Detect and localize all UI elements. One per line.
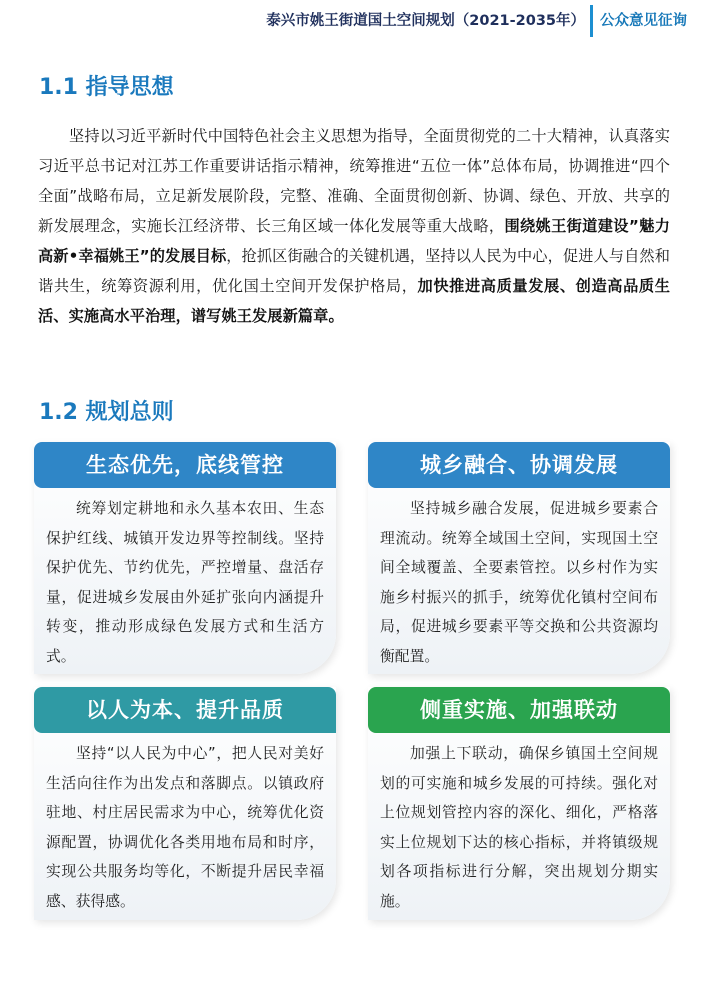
page-header <box>0 0 707 42</box>
section-title-general-principles: 1.2 规划总则 <box>39 400 174 425</box>
paragraph-run: 坚持以习近平新时代中国特色社会主义思想为指导，全面贯彻党的二十大精神，认真落实习近平总书记对江苏工作重要讲话指示精神，统筹推进“五位一体”总体布局，协调推进“四个全面”战略布局，立足新发展阶段，完整、准确、全面贯彻创新、协调、绿色、开放、共享的新发展理念，实施长江经济带、长三角区域一体化发展等重大战略， <box>38 127 670 235</box>
header-divider <box>590 5 593 37</box>
principle-card-integration <box>368 442 670 674</box>
principle-card-body: 坚持城乡融合发展，促进城乡要素合理流动。统筹全域国土空间，实现国土空间全域覆盖、全要素管控。以乡村作为实施乡村振兴的抓手，统筹优化镇村空间布局，促进城乡要素平等交换和公共资源均衡配置。 <box>380 500 658 665</box>
principle-card-people <box>34 687 336 920</box>
principle-card-title: 城乡融合、协调发展 <box>368 442 670 488</box>
paragraph-run: ，抢抓区街融合的关键机遇，坚持以人民为中心，促进人与自然和谐共生，统筹资源利用，优化国土空间开发保护格局， <box>38 247 670 295</box>
principle-card-title: 以人为本、提升品质 <box>34 687 336 733</box>
principle-card-body: 加强上下联动，确保乡镇国土空间规划的可实施和城乡发展的可持续。强化对上位规划管控内容的深化、细化，严格落实上位规划下达的核心指标，并将镇级规划各项指标进行分解，突出规划分期实施。 <box>380 745 658 910</box>
section-title-guiding-ideology: 1.1 指导思想 <box>39 75 174 100</box>
principle-card-title: 侧重实施、加强联动 <box>368 687 670 733</box>
principle-card-implementation <box>368 687 670 920</box>
guiding-ideology-paragraph <box>38 121 670 331</box>
public-consultation-tag: 公众意见征询 <box>600 13 687 29</box>
document-title: 泰兴市姚王街道国土空间规划（2021-2035年） <box>266 13 585 29</box>
principle-card-body: 统筹划定耕地和永久基本农田、生态保护红线、城镇开发边界等控制线。坚持保护优先、节约优先，严控增量、盘活存量，促进城乡发展由外延扩张向内涵提升转变，推动形成绿色发展方式和生活方式。 <box>46 500 324 665</box>
paragraph-run-bold: 加快推进高质量发展、创造高品质生活、实施高水平治理，谱写姚王发展新篇章。 <box>38 277 670 325</box>
principle-card-body: 坚持“以人民为中心”，把人民对美好生活向往作为出发点和落脚点。以镇政府驻地、村庄居民需求为中心，统筹优化资源配置，协调优化各类用地布局和时序，实现公共服务均等化，不断提升居民幸福感、获得感。 <box>46 745 324 910</box>
principle-card-title: 生态优先，底线管控 <box>34 442 336 488</box>
principle-card-ecology <box>34 442 336 674</box>
paragraph-run-bold: 围绕姚王街道建设”魅力高新•幸福姚王”的发展目标 <box>38 217 670 265</box>
